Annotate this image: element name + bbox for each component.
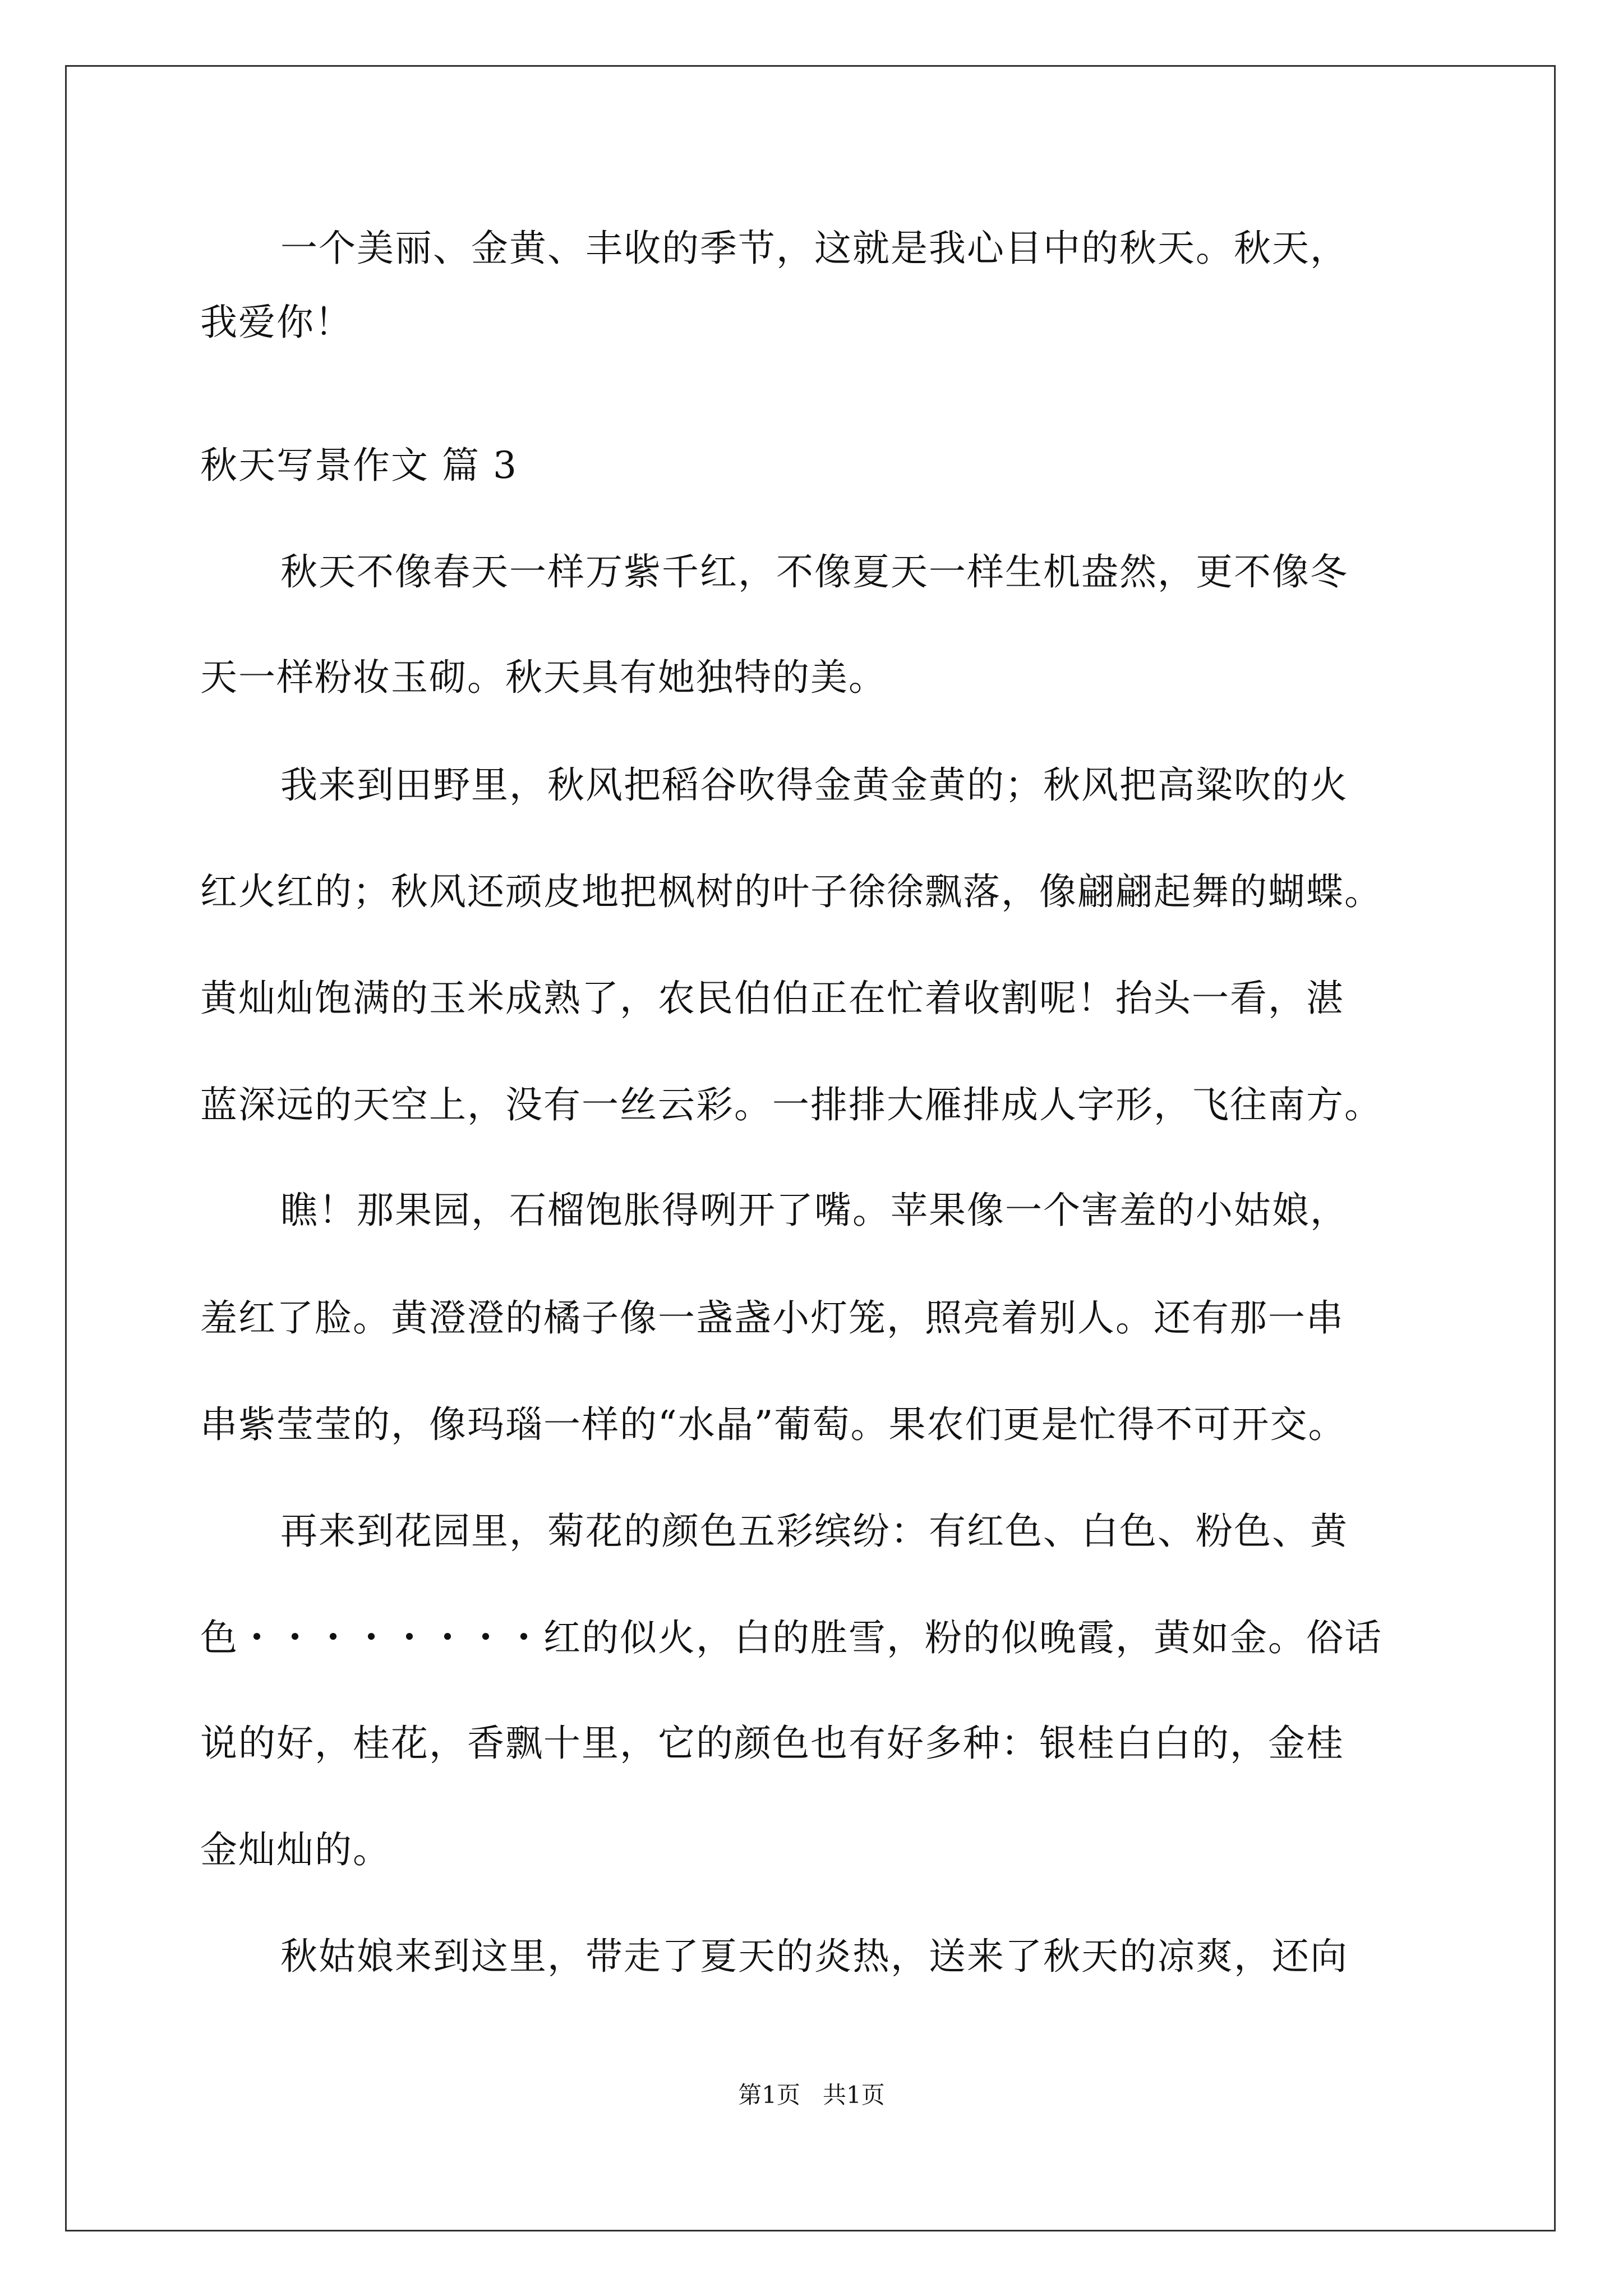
page-number-footer: 第1页 共1页 [738, 2081, 885, 2109]
paragraph-line: 秋天不像春天一样万紫千红，不像夏天一样生机盎然，更不像冬 [280, 550, 1348, 593]
page-frame [65, 65, 1556, 2231]
paragraph-line: 金灿灿的。 [200, 1828, 391, 1871]
paragraph-line: 红火红的；秋风还顽皮地把枫树的叶子徐徐飘落，像翩翩起舞的蝴蝶。 [200, 870, 1382, 913]
paragraph-line: 一个美丽、金黄、丰收的季节，这就是我心目中的秋天。秋天， [280, 227, 1348, 270]
paragraph-line: 再来到花园里，菊花的颜色五彩缤纷：有红色、白色、粉色、黄 [280, 1510, 1348, 1553]
paragraph-line: 羞红了脸。黄澄澄的橘子像一盏盏小灯笼，照亮着别人。还有那一串 [200, 1296, 1344, 1340]
paragraph-line: 我来到田野里，秋风把稻谷吹得金黄金黄的；秋风把高粱吹的火 [280, 763, 1348, 807]
paragraph-line: 说的好，桂花，香飘十里，它的颜色也有好多种：银桂白白的，金桂 [200, 1722, 1344, 1765]
paragraph-line: 黄灿灿饱满的玉米成熟了，农民伯伯正在忙着收割呢！抬头一看，湛 [200, 977, 1344, 1020]
section-heading: 秋天写景作文 篇 3 [200, 444, 518, 487]
paragraph-line: 瞧！那果园，石榴饱胀得咧开了嘴。苹果像一个害羞的小姑娘， [280, 1189, 1348, 1232]
paragraph-line: 串紫莹莹的，像玛瑙一样的“水晶”葡萄。果农们更是忙得不可开交。 [200, 1403, 1347, 1446]
paragraph-line: 我爱你！ [200, 301, 353, 344]
paragraph-line: 蓝深远的天空上，没有一丝云彩。一排排大雁排成人字形，飞往南方。 [200, 1083, 1382, 1126]
paragraph-line: 色・・・・・・・・红的似火，白的胜雪，粉的似晚霞，黄如金。俗话 [200, 1616, 1382, 1659]
paragraph-line: 天一样粉妆玉砌。秋天具有她独特的美。 [200, 656, 887, 699]
paragraph-line: 秋姑娘来到这里，带走了夏天的炎热，送来了秋天的凉爽，还向 [280, 1935, 1348, 1978]
